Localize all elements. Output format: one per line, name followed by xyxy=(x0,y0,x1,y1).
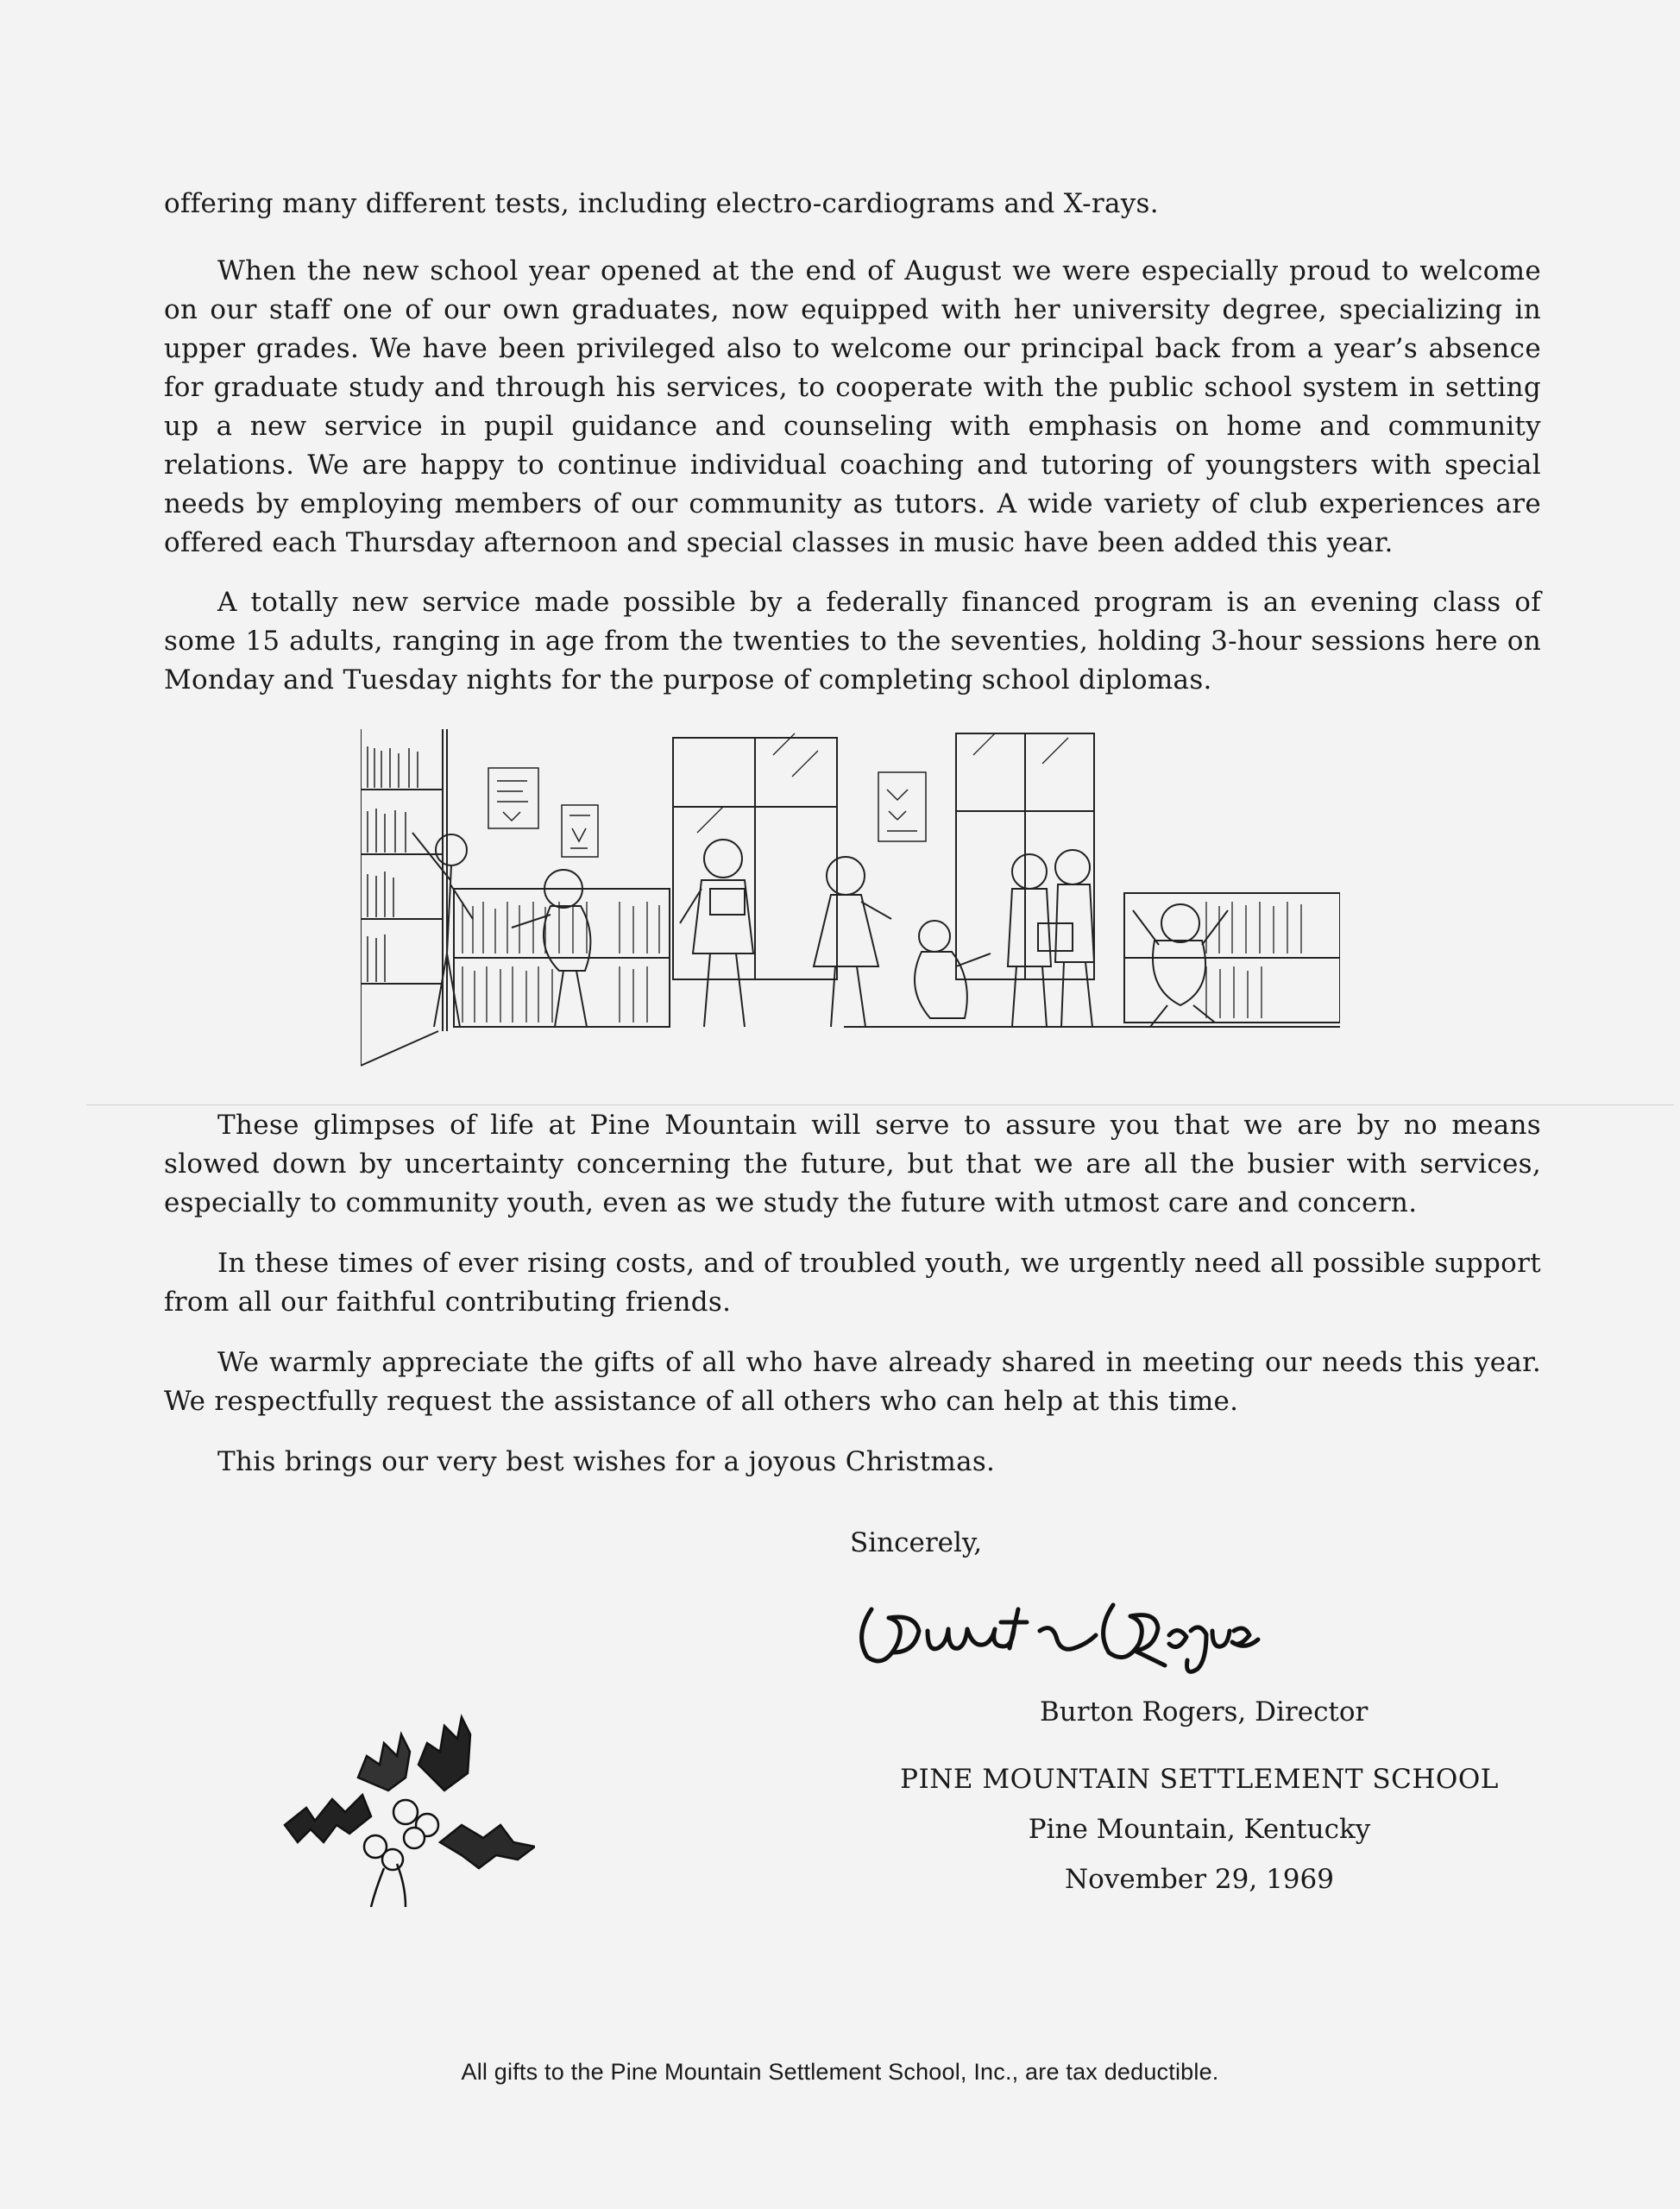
letter-date: November 29, 1969 xyxy=(1065,1864,1334,1895)
paragraph-text: We warmly appreciate the gifts of all who have already shared in meeting our needs this year. We respectfully request the assistance of all others who can help at this time. xyxy=(164,1347,1541,1417)
children-figures xyxy=(412,833,1228,1027)
low-bookshelves xyxy=(454,889,1340,1027)
closing-salutation: Sincerely, xyxy=(850,1527,983,1558)
paragraph-new-school-year xyxy=(164,252,1541,563)
paper-fold-line xyxy=(86,1104,1674,1105)
paragraph-text: When the new school year opened at the end of August we were especially proud to welcome on our staff one of our own graduates, now equipped with her university degree, specializing in upper grades. We have been privileged also to welcome our principal back from a year’s absence for graduate study and through his services, to cooperate with the public school system in setting up a new service in pupil guidance and counseling with emphasis on home and community relations. We are happy to continue individual coaching and tutoring of youngsters with special needs by employing members of our community as tutors. A wide variety of club experiences are offered each Thursday afternoon and special classes in music have been added this year. xyxy=(164,255,1541,558)
paragraph-continuation xyxy=(164,185,1541,223)
handwritten-signature xyxy=(846,1583,1268,1678)
paragraph-text: These glimpses of life at Pine Mountain will serve to assure you that we are by no means slowed down by uncertainty concerning the future, but that we are all the busier with services, especially to community youth, even as we study the future with utmost care and concern. xyxy=(164,1110,1541,1218)
paragraph-glimpses xyxy=(164,1106,1541,1223)
paragraph-text: This brings our very best wishes for a joyous Christmas. xyxy=(217,1446,996,1477)
paragraph-rising-costs xyxy=(164,1244,1541,1322)
paragraph-appreciation xyxy=(164,1344,1541,1421)
signer-name-title: Burton Rogers, Director xyxy=(1040,1696,1369,1728)
organization-location: Pine Mountain, Kentucky xyxy=(1028,1814,1371,1845)
paragraph-evening-class xyxy=(164,583,1541,700)
paragraph-text: offering many different tests, including electro-cardiograms and X-rays. xyxy=(164,188,1159,219)
windows xyxy=(673,733,1094,979)
paragraph-christmas-wishes xyxy=(164,1443,1541,1482)
wall-posters xyxy=(488,768,926,857)
organization-name: PINE MOUNTAIN SETTLEMENT SCHOOL xyxy=(900,1764,1499,1795)
library-children-illustration xyxy=(361,729,1340,1079)
paragraph-text: In these times of ever rising costs, and of troubled youth, we urgently need all possible support from all our faithful contributing friends. xyxy=(164,1248,1541,1318)
bookcase-left xyxy=(361,729,447,1066)
holly-icon xyxy=(276,1696,535,1911)
tax-deductible-footer: All gifts to the Pine Mountain Settlement School, Inc., are tax deductible. xyxy=(461,2059,1219,2085)
paragraph-text: A totally new service made possible by a federally financed program is an evening class of some 15 adults, ranging in age from the twenties to the seventies, holding 3-hour sessions here on Monday and Tuesday nights for the purpose of completing school diplomas. xyxy=(164,587,1541,695)
